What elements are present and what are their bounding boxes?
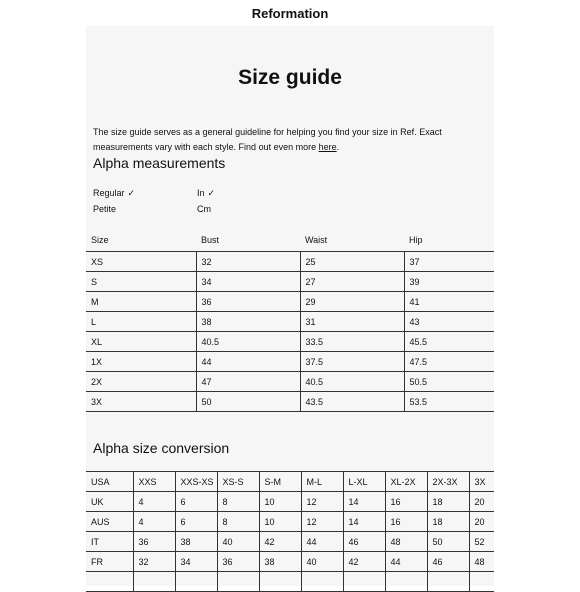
table-cell: 53.5 [404,392,494,412]
table-cell: IT [86,532,133,552]
fit-option-petite[interactable] [93,204,116,214]
table-cell [301,572,343,592]
table-cell: 4 [133,492,175,512]
table-cell: 50 [196,392,300,412]
table-cell: L [86,312,196,332]
table-cell: 12 [301,492,343,512]
column-header: Size [86,229,196,252]
table-cell: 36 [217,552,259,572]
alpha-measurements-heading: Alpha measurements [93,155,226,171]
table-cell: 29 [300,292,404,312]
table-cell [385,572,427,592]
table-cell: 44 [301,532,343,552]
unit-option-label: Cm [197,204,211,214]
table-cell: S [86,272,196,292]
table-cell: 36 [196,292,300,312]
table-cell: 48 [469,552,494,572]
table-cell: 14 [343,512,385,532]
table-cell: 50 [427,532,469,552]
intro-end: . [336,142,340,152]
column-header: S-M [259,472,301,492]
table-cell: 50.5 [404,372,494,392]
table-cell: 40.5 [300,372,404,392]
table-cell: 36 [133,532,175,552]
table-cell: 42 [343,552,385,572]
table-cell: 41 [404,292,494,312]
table-cell [469,572,494,592]
table-cell: 6 [175,512,217,532]
table-cell: 14 [343,492,385,512]
table-row [86,372,494,392]
table-cell: 10 [259,492,301,512]
table-cell: 47 [196,372,300,392]
here-link[interactable]: here [318,142,337,152]
table-cell [259,572,301,592]
conversion-table [86,471,494,592]
table-cell: 6 [175,492,217,512]
table-cell: 52 [469,532,494,552]
table-cell [133,572,175,592]
table-cell: 20 [469,512,494,532]
table-cell: 1X [86,352,196,372]
column-header: L-XL [343,472,385,492]
table-cell: 25 [300,252,404,272]
column-header: M-L [301,472,343,492]
table-cell: 32 [133,552,175,572]
table-cell: 47.5 [404,352,494,372]
table-cell: 8 [217,512,259,532]
check-icon: ✓ [207,188,216,198]
column-header: XL-2X [385,472,427,492]
table-cell: 44 [196,352,300,372]
table-cell: 45.5 [404,332,494,352]
table-cell: 42 [259,532,301,552]
table-cell: UK [86,492,133,512]
column-header: Waist [300,229,404,252]
fit-option-label: Petite [93,204,117,214]
column-header: XS-S [217,472,259,492]
table-cell: 40.5 [196,332,300,352]
column-header: USA [86,472,133,492]
table-cell: 3X [86,392,196,412]
table-cell: 31 [300,312,404,332]
table-cell: 27 [300,272,404,292]
table-cell: 12 [301,512,343,532]
table-header-row [86,472,494,492]
table-cell [427,572,469,592]
table-cell: 44 [385,552,427,572]
table-cell: 10 [259,512,301,532]
table-cell: 33.5 [300,332,404,352]
table-row [86,532,494,552]
size-guide-panel [86,26,494,586]
table-cell: 46 [343,532,385,552]
table-row [86,572,494,592]
table-cell [343,572,385,592]
table-cell [217,572,259,592]
column-header: XXS [133,472,175,492]
table-cell: 38 [196,312,300,332]
table-row [86,292,494,312]
table-cell: 18 [427,492,469,512]
table-cell: 38 [259,552,301,572]
column-header: 2X-3X [427,472,469,492]
table-cell: AUS [86,512,133,532]
table-cell: 32 [196,252,300,272]
table-row [86,272,494,292]
table-row [86,252,494,272]
check-icon: ✓ [127,188,136,198]
table-cell: 2X [86,372,196,392]
table-cell: 40 [301,552,343,572]
table-cell: 37.5 [300,352,404,372]
table-header-row [86,229,494,252]
unit-option-cm[interactable] [197,204,211,214]
table-cell: 39 [404,272,494,292]
table-cell: XS [86,252,196,272]
table-cell: M [86,292,196,312]
table-cell: 40 [217,532,259,552]
intro-body: The size guide serves as a general guideline for helping you find your size in Ref. Exact measurements vary with each style. Find out even more [93,127,442,152]
table-cell [175,572,217,592]
table-cell: XL [86,332,196,352]
column-header: Bust [196,229,300,252]
unit-option-label: In [197,188,205,198]
table-row [86,512,494,532]
column-header: Hip [404,229,494,252]
table-cell: 8 [217,492,259,512]
table-cell: 37 [404,252,494,272]
table-cell: 48 [385,532,427,552]
page-title: Size guide [238,66,342,89]
table-row [86,492,494,512]
alpha-conversion-heading: Alpha size conversion [93,440,230,456]
table-cell: 43 [404,312,494,332]
table-cell: 18 [427,512,469,532]
table-header-divider [86,251,494,252]
table-cell: 46 [427,552,469,572]
table-cell: 20 [469,492,494,512]
table-cell: 34 [196,272,300,292]
brand-logo[interactable]: Reformation [251,6,329,21]
fit-option-label: Regular [93,188,125,198]
table-cell: 16 [385,512,427,532]
table-row [86,552,494,572]
table-row [86,392,494,412]
table-cell: FR [86,552,133,572]
table-row [86,312,494,332]
unit-option-in[interactable] [197,188,215,199]
table-cell: 34 [175,552,217,572]
intro-text [93,125,491,155]
table-row [86,332,494,352]
table-cell: 4 [133,512,175,532]
table-row [86,352,494,372]
measurements-table [86,229,494,412]
table-cell: 43.5 [300,392,404,412]
table-cell [86,572,133,592]
column-header: XXS-XS [175,472,217,492]
table-cell: 16 [385,492,427,512]
table-cell: 38 [175,532,217,552]
column-header: 3X [469,472,494,492]
fit-option-regular[interactable] [93,188,135,199]
